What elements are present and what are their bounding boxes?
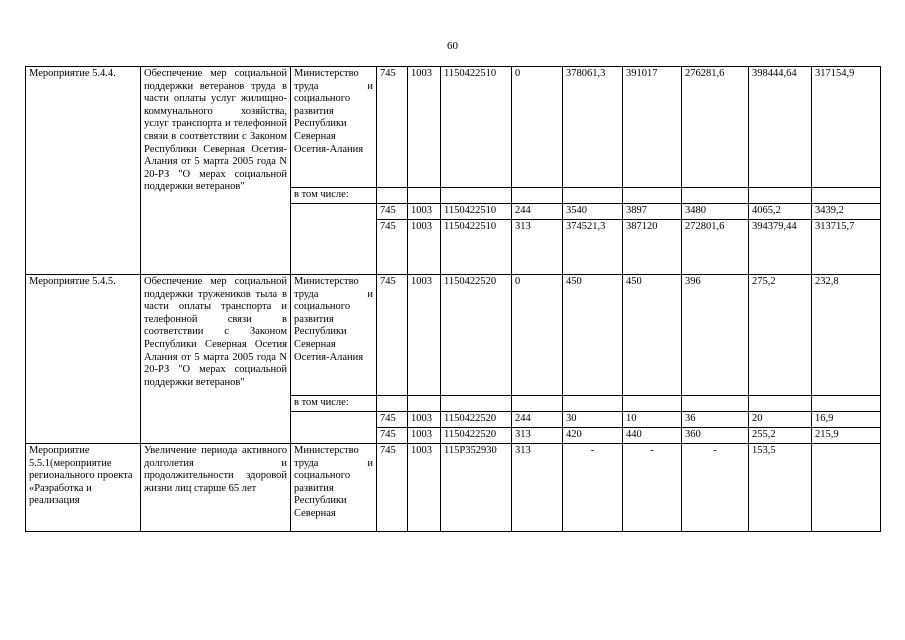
grbs-cell: 745	[377, 412, 408, 428]
value-cell: 374521,3	[563, 220, 623, 275]
table-row	[26, 444, 881, 532]
value-cell: 396	[682, 275, 749, 396]
value-cell: 313715,7	[812, 220, 881, 275]
description-cell: Обеспечение мер социальной поддержки тружеников тыла в части оплаты транспорта и телефонной связи в соответствии с Законом Республики Северная Осетия Алания от 5 марта 2005 года N 20-РЗ "О мерах социальной поддержки ветеранов"	[141, 275, 291, 444]
rzpr-cell: 1003	[408, 275, 441, 396]
value-cell: 317154,9	[812, 67, 881, 188]
vr-cell: 244	[512, 412, 563, 428]
grbs-cell: 745	[377, 444, 408, 532]
page-number: 60	[447, 40, 458, 52]
value-cell: 16,9	[812, 412, 881, 428]
including-cell: в том числе:	[291, 188, 377, 204]
csr-cell: 1150422520	[441, 412, 512, 428]
value-cell: 440	[623, 428, 682, 444]
budget-table	[25, 66, 881, 532]
value-cell: 450	[563, 275, 623, 396]
description-cell: Обеспечение мер социальной поддержки ветеранов труда в части оплаты услуг жилищно-коммунального хозяйства, услуг транспорта и телефонной связи в соответствии с Законом Республики Северная Осетия-Алания от 5 марта 2005 года N 20-РЗ "О мерах социальной поддержки ветеранов"	[141, 67, 291, 275]
value-cell: 360	[682, 428, 749, 444]
grbs-cell: 745	[377, 220, 408, 275]
csr-cell: 1150422520	[441, 275, 512, 396]
csr-cell: 115P352930	[441, 444, 512, 532]
value-cell: 420	[563, 428, 623, 444]
vr-cell: 313	[512, 220, 563, 275]
description-cell: Увеличение периода активного долголетия и продолжительности здоровой жизни лиц старше 65 лет	[141, 444, 291, 532]
rzpr-cell: 1003	[408, 412, 441, 428]
vr-cell: 313	[512, 428, 563, 444]
csr-cell: 1150422520	[441, 428, 512, 444]
rzpr-cell: 1003	[408, 444, 441, 532]
value-cell: 3540	[563, 204, 623, 220]
value-cell: 20	[749, 412, 812, 428]
table-row	[26, 67, 881, 188]
value-cell: 398444,64	[749, 67, 812, 188]
value-cell: 3897	[623, 204, 682, 220]
value-cell: 153,5	[749, 444, 812, 532]
rzpr-cell: 1003	[408, 204, 441, 220]
value-cell: 272801,6	[682, 220, 749, 275]
rzpr-cell: 1003	[408, 428, 441, 444]
executor-cell: Министерство труда и социального развития Республики Северная Осетия-Алания	[291, 67, 377, 188]
value-cell: -	[563, 444, 623, 532]
value-cell: 275,2	[749, 275, 812, 396]
value-cell: 215,9	[812, 428, 881, 444]
table-row	[26, 275, 881, 396]
value-cell: 36	[682, 412, 749, 428]
grbs-cell: 745	[377, 67, 408, 188]
value-cell: 391017	[623, 67, 682, 188]
measure-cell: Мероприятие 5.5.1(мероприятие регионального проекта «Разработка и реализация	[26, 444, 141, 532]
value-cell: 378061,3	[563, 67, 623, 188]
vr-cell: 313	[512, 444, 563, 532]
value-cell: 450	[623, 275, 682, 396]
csr-cell: 1150422510	[441, 204, 512, 220]
value-cell: 30	[563, 412, 623, 428]
executor-empty-cell	[291, 412, 377, 444]
value-cell: 387120	[623, 220, 682, 275]
value-cell: 10	[623, 412, 682, 428]
value-cell: 394379,44	[749, 220, 812, 275]
value-cell: 3480	[682, 204, 749, 220]
value-cell: 4065,2	[749, 204, 812, 220]
vr-cell: 0	[512, 275, 563, 396]
measure-cell: Мероприятие 5.4.4.	[26, 67, 141, 275]
vr-cell: 244	[512, 204, 563, 220]
executor-empty-cell	[291, 204, 377, 275]
vr-cell: 0	[512, 67, 563, 188]
value-cell: -	[682, 444, 749, 532]
value-cell: 255,2	[749, 428, 812, 444]
value-cell	[812, 444, 881, 532]
executor-cell: Министерство труда и социального развития Республики Северная	[291, 444, 377, 532]
value-cell: 276281,6	[682, 67, 749, 188]
rzpr-cell: 1003	[408, 220, 441, 275]
executor-cell: Министерство труда и социального развития Республики Северная Осетия-Алания	[291, 275, 377, 396]
value-cell: 232,8	[812, 275, 881, 396]
measure-cell: Мероприятие 5.4.5.	[26, 275, 141, 444]
csr-cell: 1150422510	[441, 220, 512, 275]
value-cell: -	[623, 444, 682, 532]
grbs-cell: 745	[377, 428, 408, 444]
csr-cell: 1150422510	[441, 67, 512, 188]
value-cell: 3439,2	[812, 204, 881, 220]
including-cell: в том числе:	[291, 396, 377, 412]
grbs-cell: 745	[377, 204, 408, 220]
rzpr-cell: 1003	[408, 67, 441, 188]
grbs-cell: 745	[377, 275, 408, 396]
